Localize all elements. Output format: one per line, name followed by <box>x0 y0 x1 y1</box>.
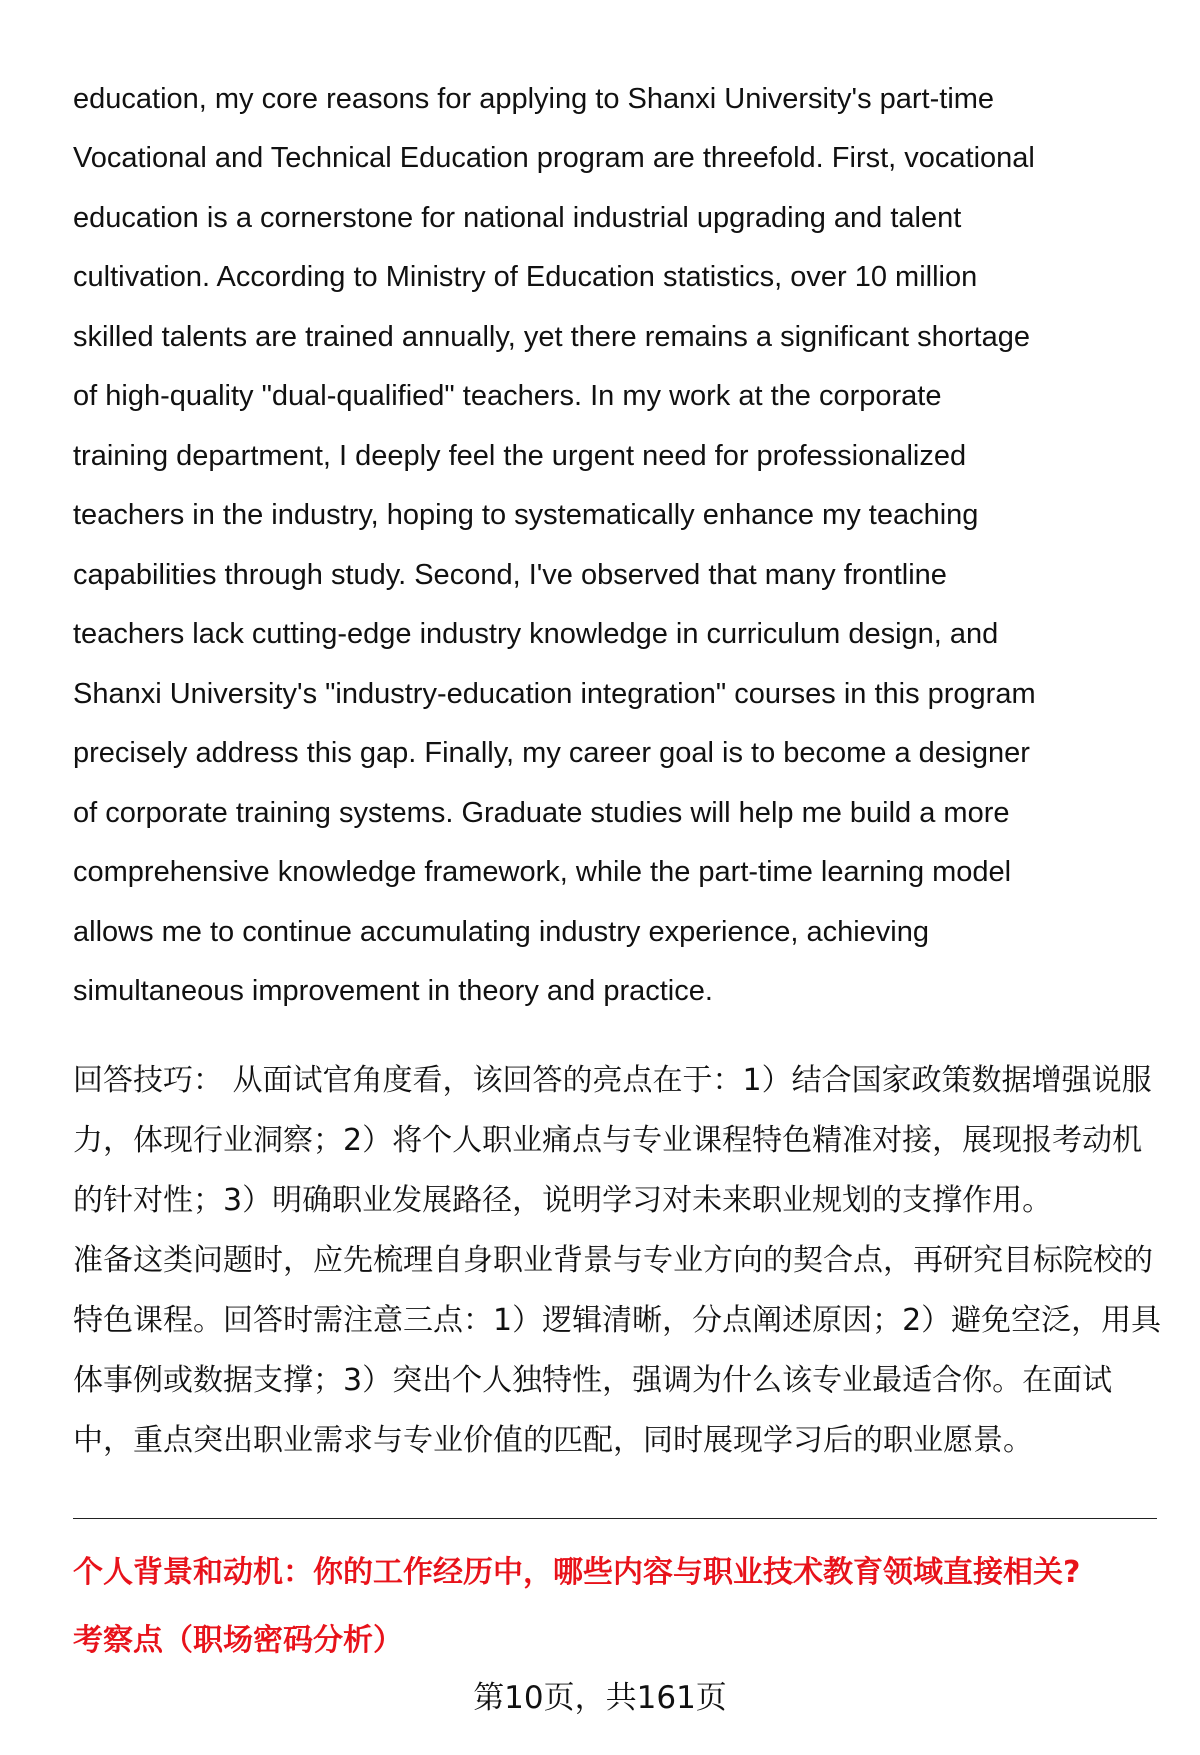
answer-line: education is a cornerstone for national industrial upgrading and talent <box>73 202 962 234</box>
tips-line: 中，重点突出职业需求与专业价值的匹配，同时展现学习后的职业愿景。 <box>73 1423 1033 1458</box>
answer-line: teachers lack cutting-edge industry knowledge in curriculum design, and <box>73 618 999 650</box>
answer-line: comprehensive knowledge framework, while the part-time learning model <box>73 856 1012 888</box>
page-number: 第10页，共161页 <box>473 1680 727 1716</box>
answer-line: Shanxi University's "industry-education integration" courses in this program <box>73 678 1036 710</box>
answer-line: simultaneous improvement in theory and practice. <box>73 975 713 1007</box>
tips-line: 回答技巧： 从面试官角度看，该回答的亮点在于：1）结合国家政策数据增强说服 <box>73 1063 1152 1098</box>
tips-line: 的针对性；3）明确职业发展路径，说明学习对未来职业规划的支撑作用。 <box>73 1183 1053 1218</box>
answer-line: cultivation. According to Ministry of Education statistics, over 10 million <box>73 261 978 293</box>
answer-line: of corporate training systems. Graduate studies will help me build a more <box>73 797 1010 829</box>
answer-line: allows me to continue accumulating industry experience, achieving <box>73 916 929 948</box>
answer-line: skilled talents are trained annually, yet there remains a significant shortage <box>73 321 1030 353</box>
answer-line: of high-quality "dual-qualified" teachers. In my work at the corporate <box>73 380 942 412</box>
tips-line: 力，体现行业洞察；2）将个人职业痛点与专业课程特色精准对接，展现报考动机 <box>73 1123 1143 1158</box>
answer-line: training department, I deeply feel the urgent need for professionalized <box>73 440 967 472</box>
answer-line: precisely address this gap. Finally, my career goal is to become a designer <box>73 737 1030 769</box>
answer-line: capabilities through study. Second, I've observed that many frontline <box>73 559 947 591</box>
section-divider <box>73 1518 1157 1519</box>
tips-line: 特色课程。回答时需注意三点：1）逻辑清晰，分点阐述原因；2）避免空泛，用具 <box>73 1303 1162 1338</box>
answer-line: teachers in the industry, hoping to systematically enhance my teaching <box>73 499 979 531</box>
section-heading: 考察点（职场密码分析） <box>73 1623 403 1658</box>
tips-line: 体事例或数据支撑；3）突出个人独特性，强调为什么该专业最适合你。在面试 <box>73 1363 1113 1398</box>
tips-line: 准备这类问题时，应先梳理自身职业背景与专业方向的契合点，再研究目标院校的 <box>73 1243 1153 1278</box>
answer-line: education, my core reasons for applying to Shanxi University's part-time <box>73 83 995 115</box>
question-heading: 个人背景和动机：你的工作经历中，哪些内容与职业技术教育领域直接相关? <box>73 1555 1081 1590</box>
answer-line: Vocational and Technical Education program are threefold. First, vocational <box>73 142 1035 174</box>
